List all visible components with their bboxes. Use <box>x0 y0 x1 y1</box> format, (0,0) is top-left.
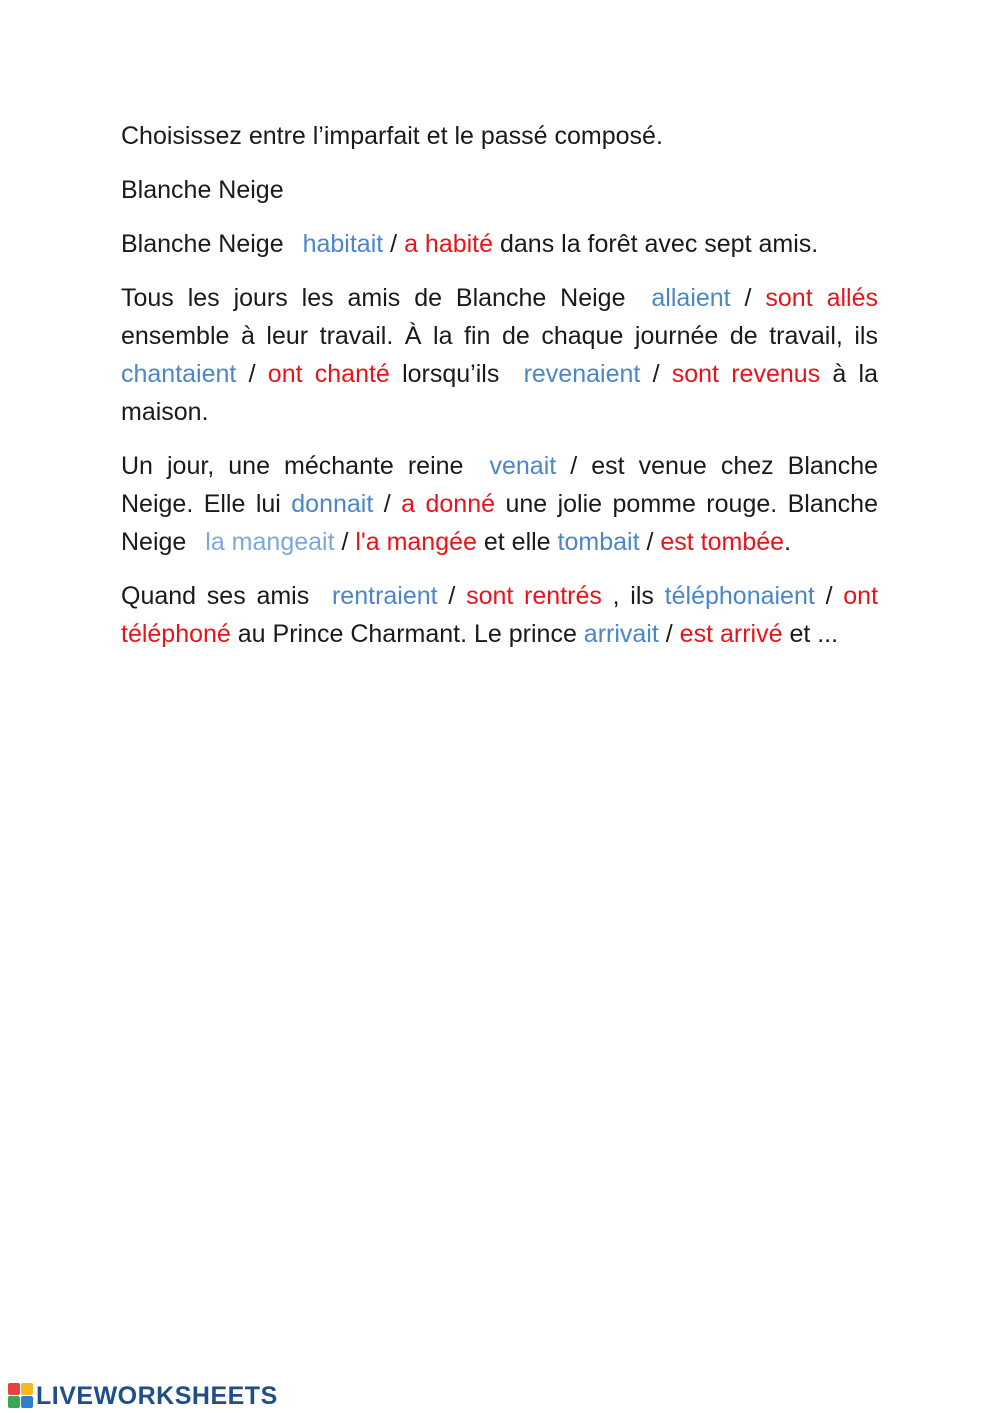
story-title: Blanche Neige <box>121 176 284 204</box>
paragraph-2 <box>121 279 878 431</box>
choice-imparfait[interactable]: habitait <box>302 230 384 258</box>
text: dans la forêt avec sept amis. <box>499 230 819 258</box>
text: Un jour, une méchante reine <box>121 452 464 480</box>
choice-passe-compose[interactable]: est tombée <box>660 528 785 556</box>
choice-passe-compose[interactable]: sont revenus <box>671 360 821 388</box>
choice-passe-compose[interactable]: est venue <box>591 452 707 480</box>
separator: / <box>665 620 673 648</box>
choice-imparfait[interactable]: donnait <box>291 490 374 518</box>
separator: / <box>390 230 398 258</box>
text: au Prince Charmant. Le prince <box>237 620 577 648</box>
text: Blanche Neige <box>121 230 284 258</box>
blocks-icon <box>8 1383 34 1409</box>
separator: / <box>383 490 391 518</box>
choice-imparfait[interactable]: arrivait <box>583 620 659 648</box>
choice-passe-compose[interactable]: ont téléphoné <box>121 582 879 648</box>
liveworksheets-logo <box>8 1381 278 1411</box>
worksheet <box>121 117 878 669</box>
text: chez Blanche Neige. Elle lui <box>121 452 878 518</box>
separator: / <box>448 582 456 610</box>
choice-imparfait[interactable]: venait <box>489 452 557 480</box>
paragraph-1 <box>121 225 878 263</box>
choice-passe-compose[interactable]: a donné <box>401 490 496 518</box>
choice-imparfait[interactable]: téléphonaient <box>664 582 815 610</box>
text: ensemble à leur travail. À la fin de chaque journée de travail, ils <box>121 322 878 350</box>
text: à la maison. <box>121 360 878 426</box>
choice-passe-compose[interactable]: a habité <box>404 230 494 258</box>
text: et ... <box>789 620 839 648</box>
brand-name: LIVEWORKSHEETS <box>36 1381 278 1410</box>
text: lorsqu’ils <box>402 360 500 388</box>
text: une jolie pomme rouge. Blanche Neige <box>121 490 878 556</box>
choice-passe-compose[interactable]: sont allés <box>765 284 878 312</box>
paragraph-3 <box>121 447 878 561</box>
text: , ils <box>612 582 654 610</box>
choice-imparfait[interactable]: rentraient <box>331 582 438 610</box>
choice-passe-compose[interactable]: l'a mangée <box>355 528 477 556</box>
text: Tous les jours les amis de Blanche Neige <box>121 284 626 312</box>
text: Quand ses amis <box>121 582 310 610</box>
choice-passe-compose[interactable]: est arrivé <box>679 620 783 648</box>
choice-passe-compose[interactable]: ont chanté <box>267 360 390 388</box>
separator: / <box>825 582 833 610</box>
separator: / <box>646 528 654 556</box>
separator: / <box>248 360 256 388</box>
choice-imparfait[interactable]: chantaient <box>121 360 237 388</box>
text: . <box>784 528 792 556</box>
choice-imparfait[interactable]: la mangeait <box>205 528 335 556</box>
separator: / <box>652 360 660 388</box>
text: et elle <box>483 528 551 556</box>
separator: / <box>570 452 578 480</box>
choice-imparfait[interactable]: tombait <box>557 528 640 556</box>
choice-imparfait[interactable]: allaient <box>651 284 731 312</box>
instruction: Choisissez entre l’imparfait et le passé composé. <box>121 122 663 150</box>
paragraph-4 <box>121 577 878 653</box>
choice-imparfait[interactable]: revenaient <box>523 360 641 388</box>
separator: / <box>744 284 752 312</box>
choice-passe-compose[interactable]: sont rentrés <box>466 582 602 610</box>
separator: / <box>341 528 349 556</box>
